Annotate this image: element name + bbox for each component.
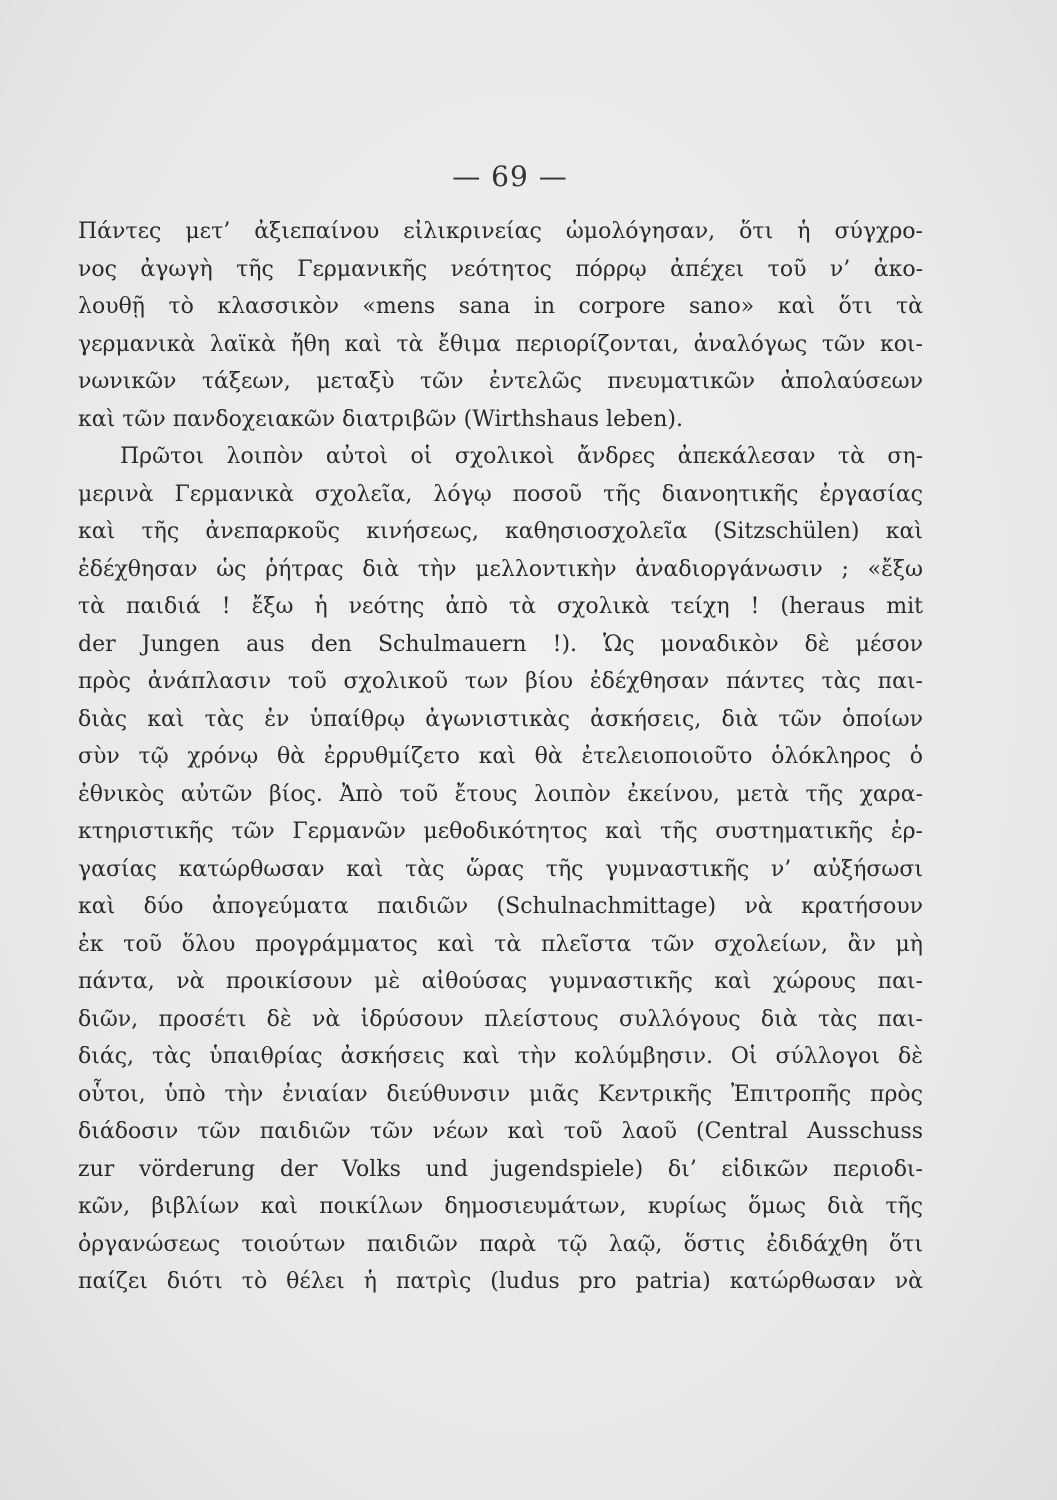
text-line: μερινὰ Γερμανικὰ σχολεῖα, λόγῳ ποσοῦ τῆς διανοητικῆς ἐργασίας: [78, 481, 923, 507]
text-line: γασίας κατώρθωσαν καὶ τὰς ὥρας τῆς γυμναστικῆς ν’ αὐξήσωσι: [78, 856, 923, 882]
text-line: γερμανικὰ λαϊκὰ ἤθη καὶ τὰ ἔθιμα περιορίζονται, ἀναλόγως τῶν κοι-: [78, 331, 923, 357]
text-line: κτηριστικῆς τῶν Γερμανῶν μεθοδικότητος καὶ τῆς συστηματικῆς ἐρ-: [78, 819, 923, 844]
text-line: σὺν τῷ χρόνῳ θὰ ἐρρυθμίζετο καὶ θὰ ἐτελειοποιοῦτο ὁλόκληρος ὁ: [78, 744, 923, 769]
page-number: — 69 —: [452, 160, 568, 193]
text-line: πάντα, νὰ προικίσουν μὲ αἰθούσας γυμναστικῆς καὶ χώρους παι-: [78, 969, 923, 994]
text-line: ἐδέχθησαν ὡς ῥήτρας διὰ τὴν μελλοντικὴν ἀναδιοργάνωσιν ; «ἔξω: [78, 556, 923, 582]
text-line: παίζει διότι τὸ θέλει ἡ πατρὶς (ludus pro patria) κατώρθωσαν νὰ: [78, 1269, 923, 1294]
text-line: οὗτοι, ὑπὸ τὴν ἐνιαίαν διεύθυνσιν μιᾶς Κεντρικῆς Ἐπιτροπῆς πρὸς: [78, 1081, 923, 1107]
text-line: ἐθνικὸς αὐτῶν βίος. Ἀπὸ τοῦ ἔτους λοιπὸν ἐκείνου, μετὰ τῆς χαρα-: [78, 781, 923, 807]
text-line: νος ἀγωγὴ τῆς Γερμανικῆς νεότητος πόρρῳ ἀπέχει τοῦ ν’ ἀκο-: [78, 256, 923, 282]
text-line: Πρῶτοι λοιπὸν αὐτοὶ οἱ σχολικοὶ ἄνδρες ἀπεκάλεσαν τὰ ση-: [120, 444, 923, 469]
text-line: διῶν, προσέτι δὲ νὰ ἱδρύσουν πλείστους συλλόγους διὰ τὰς παι-: [78, 1006, 923, 1032]
text-line: zur vörderung der Volks und jugendspiele) δι’ εἰδικῶν περιοδι-: [78, 1156, 923, 1182]
text-line: der Jungen aus den Schulmauern !). Ὡς μοναδικὸν δὲ μέσον: [78, 631, 923, 657]
text-line: ἐκ τοῦ ὅλου προγράμματος καὶ τὰ πλεῖστα τῶν σχολείων, ἂν μὴ: [78, 931, 923, 957]
text-line: λουθῇ τὸ κλασσικὸν «mens sana in corpore sano» καὶ ὅτι τὰ: [78, 294, 923, 319]
text-line: καὶ τῶν πανδοχειακῶν διατριβῶν (Wirthshaus leben).: [78, 406, 683, 432]
text-line: διὰς καὶ τὰς ἐν ὑπαίθρῳ ἀγωνιστικὰς ἀσκήσεις, διὰ τῶν ὁποίων: [78, 706, 923, 732]
text-line: πρὸς ἀνάπλασιν τοῦ σχολικοῦ των βίου ἐδέχθησαν πάντες τὰς παι-: [78, 669, 923, 694]
text-line: νωνικῶν τάξεων, μεταξὺ τῶν ἐντελῶς πνευματικῶν ἀπολαύσεων: [78, 369, 923, 394]
text-line: διάς, τὰς ὑπαιθρίας ἀσκήσεις καὶ τὴν κολύμβησιν. Οἱ σύλλογοι δὲ: [78, 1044, 923, 1069]
body-text: [78, 213, 923, 1301]
text-line: ὀργανώσεως τοιούτων παιδιῶν παρὰ τῷ λαῷ, ὅστις ἐδιδάχθη ὅτι: [78, 1231, 923, 1257]
text-line: τὰ παιδιά ! ἔξω ἡ νεότης ἀπὸ τὰ σχολικὰ τείχη ! (heraus mit: [78, 594, 923, 619]
text-line: Πάντες μετ’ ἀξιεπαίνου εἰλικρινείας ὡμολόγησαν, ὅτι ἡ σύγχρο-: [78, 219, 923, 244]
text-line: καὶ δύο ἀπογεύματα παιδιῶν (Schulnachmittage) νὰ κρατήσουν: [78, 894, 923, 919]
text-line: καὶ τῆς ἀνεπαρκοῦς κινήσεως, καθησιοσχολεῖα (Sitzschülen) καὶ: [78, 519, 923, 544]
text-line: διάδοσιν τῶν παιδιῶν τῶν νέων καὶ τοῦ λαοῦ (Central Ausschuss: [78, 1119, 923, 1144]
text-line: κῶν, βιβλίων καὶ ποικίλων δημοσιευμάτων, κυρίως ὅμως διὰ τῆς: [78, 1194, 923, 1219]
